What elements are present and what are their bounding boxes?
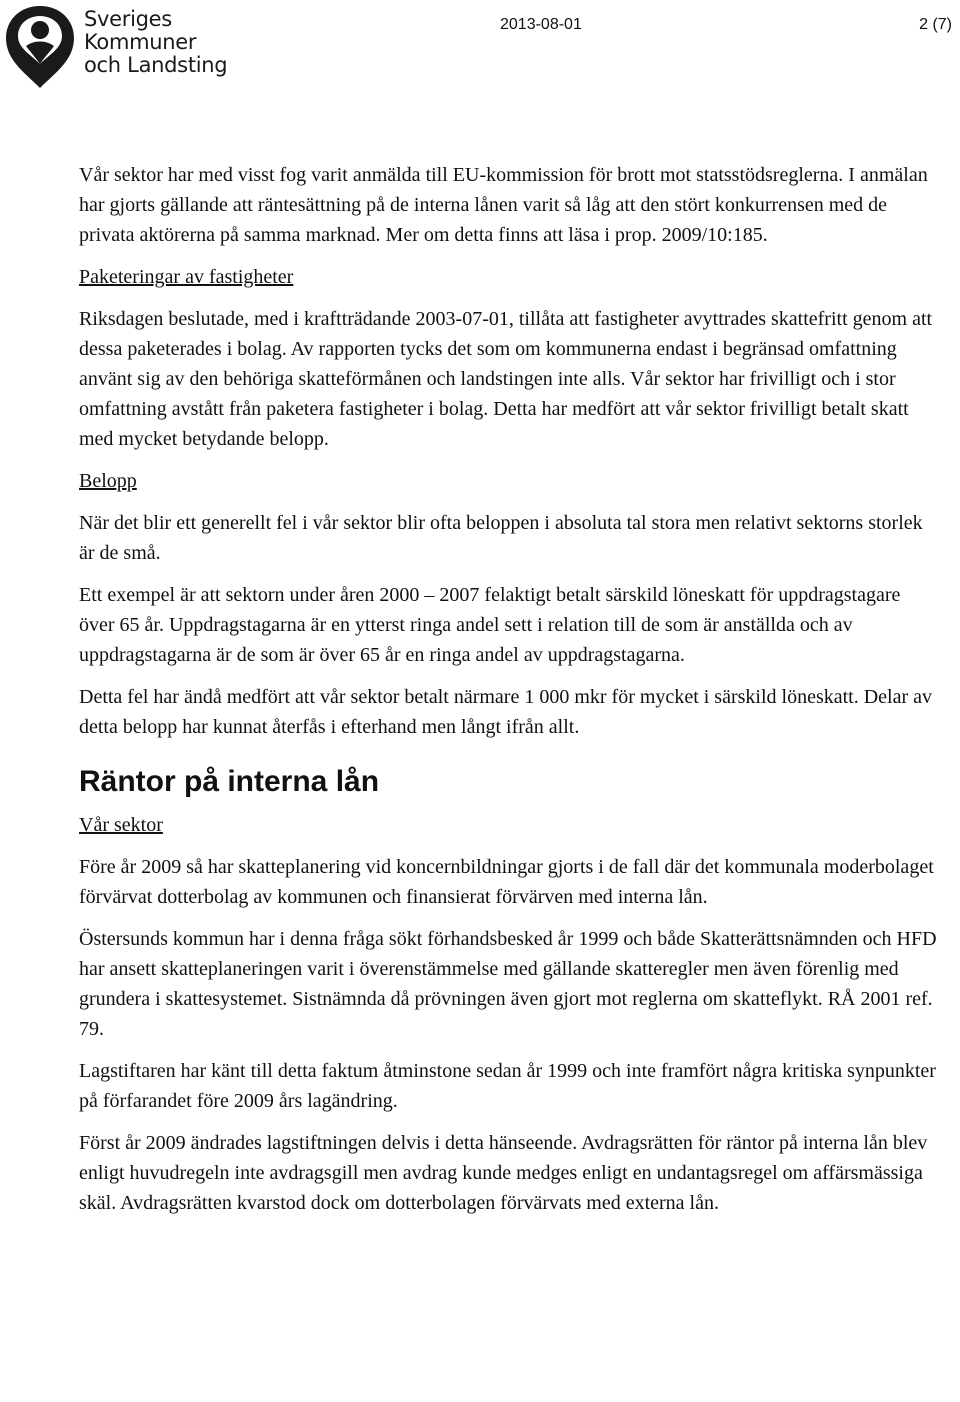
logo-wordmark xyxy=(84,8,227,77)
page-number: 2 (7) xyxy=(919,16,952,33)
paragraph: Östersunds kommun har i denna fråga sökt förhandsbesked år 1999 och både Skatterättsnämnden och HFD har ansett skatteplaneringen varit i överenstämmelse med gällande skatteregler men även förenlig med grundera i skattesystemet. Sistnämnda då prövningen även gjort mot reglerna om skatteflykt. RÅ 2001 ref. 79. xyxy=(79,928,937,1040)
document-date: 2013-08-01 xyxy=(500,16,582,33)
subheading-paketeringar: Paketeringar av fastigheter xyxy=(79,266,294,288)
paragraph: Vår sektor har med visst fog varit anmälda till EU-kommission för brott mot statsstödsreglerna. I anmälan har gjorts gällande att räntesättning på de interna lånen varit så låg att den stört konkurrensen med de privata aktörerna på samma marknad. Mer om detta finns att läsa i prop. 2009/10:185. xyxy=(79,164,928,246)
organization-logo xyxy=(4,2,228,90)
logo-emblem-icon xyxy=(4,2,76,90)
paragraph: Ett exempel är att sektorn under åren 2000 – 2007 felaktigt betalt särskild löneskatt för uppdragstagare över 65 år. Uppdragstagarna är en ytterst ringa andel sett i relation till de som är anställda och av uppdragstagarna är de som är över 65 år en ringa andel av uppdragstagarna. xyxy=(79,584,901,666)
subheading-belopp: Belopp xyxy=(79,470,137,492)
paragraph: Före år 2009 så har skatteplanering vid koncernbildningar gjorts i de fall där det kommunala moderbolaget förvärvat dotterbolag av kommunen och finansierat förvärven med interna lån. xyxy=(79,856,934,908)
logo-line-3: och Landsting xyxy=(84,53,228,77)
paragraph: Riksdagen beslutade, med i kraftträdande 2003-07-01, tillåta att fastigheter avyttrades skattefritt genom att dessa paketerades i bolag. Av rapporten tycks det som om kommunerna endast i begränsad omfattning använt sig av den behöriga skatteförmånen och landstingen inte alls. Vår sektor har frivilligt och i stor omfattning avstått från paketera fastigheter i bolag. Detta har medfört att vår sektor frivilligt betalt skatt med mycket betydande belopp. xyxy=(79,308,933,450)
subheading-var-sektor: Vår sektor xyxy=(79,814,163,836)
paragraph: Lagstiftaren har känt till detta faktum åtminstone sedan år 1999 och inte framfört några kritiska synpunkter på förfarandet före 2009 års lagändring. xyxy=(79,1060,936,1112)
paragraph: Detta fel har ändå medfört att vår sektor betalt närmare 1 000 mkr för mycket i särskild löneskatt. Delar av detta belopp har kunnat återfås i efterhand men långt ifrån allt. xyxy=(79,686,933,738)
logo-line-2: Kommuner xyxy=(84,30,197,54)
section-heading: Räntor på interna lån xyxy=(79,765,380,798)
document-body xyxy=(79,160,939,1230)
paragraph: När det blir ett generellt fel i vår sektor blir ofta beloppen i absoluta tal stora men relativt sektorns storlek är de små. xyxy=(79,512,923,564)
logo-line-1: Sveriges xyxy=(84,7,172,31)
paragraph: Först år 2009 ändrades lagstiftningen delvis i detta hänseende. Avdragsrätten för räntor på interna lån blev enligt huvudregeln inte avdragsgill men avdrag kunde medges enligt en undantagsregel om affärsmässiga skäl. Avdragsrätten kvarstod dock om dotterbolagen förvärvats med externa lån. xyxy=(79,1132,928,1214)
